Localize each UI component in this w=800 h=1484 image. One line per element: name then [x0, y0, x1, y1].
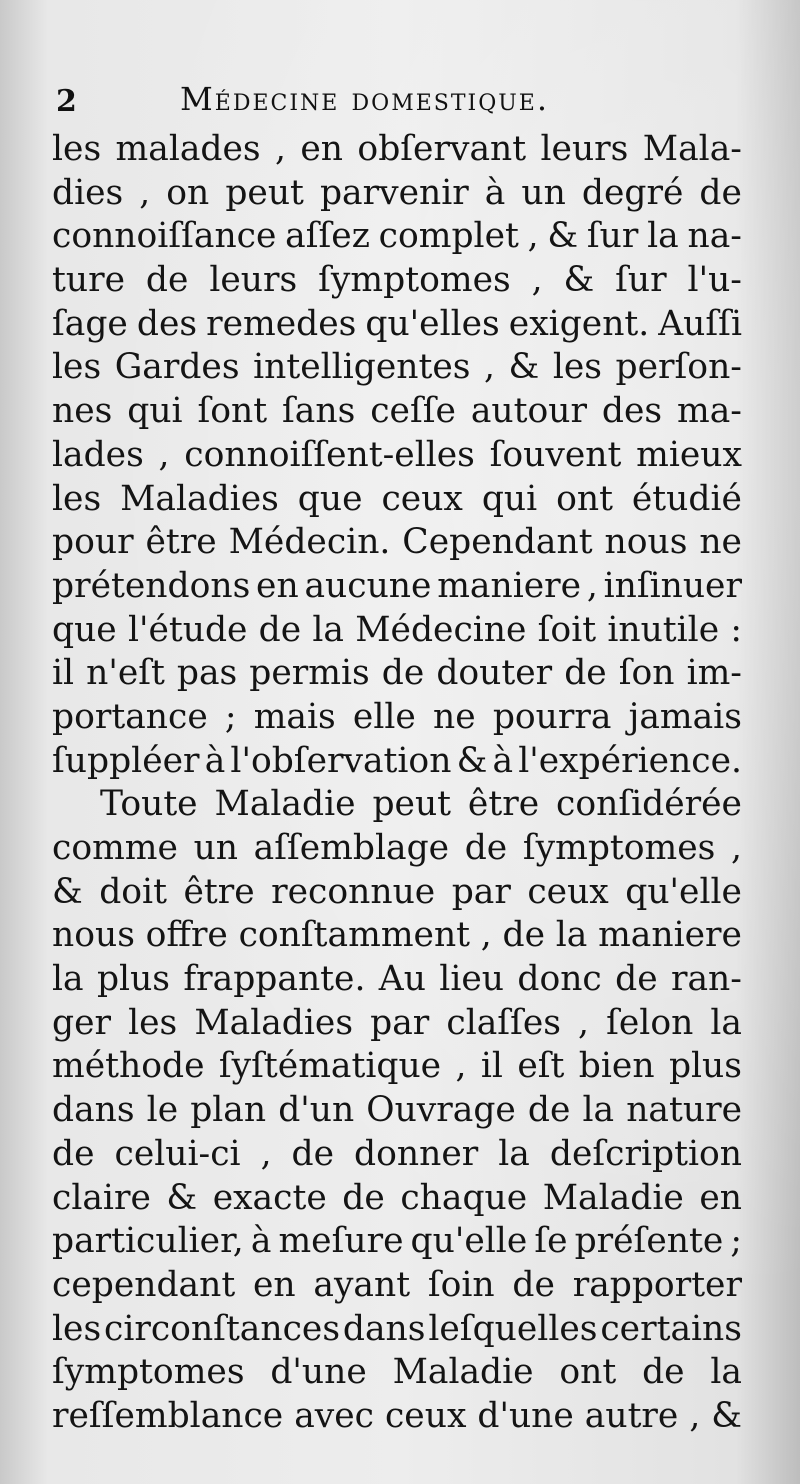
word: Auſſi: [658, 303, 742, 344]
word: ſelon: [606, 1002, 694, 1043]
word: offre: [145, 915, 228, 956]
word: ,: [527, 216, 539, 257]
page-number: 2: [56, 84, 77, 119]
word: ture: [52, 260, 125, 301]
word: par: [451, 871, 511, 912]
word: de: [502, 915, 545, 956]
word: ſans: [282, 391, 356, 432]
text-line: [52, 215, 742, 259]
word: les: [52, 129, 102, 169]
text-line: [52, 783, 742, 827]
text-line: [52, 1089, 742, 1133]
word: donc: [517, 959, 602, 1000]
word: rapporter: [572, 1264, 742, 1305]
word: d'une: [477, 1395, 574, 1436]
word: ,: [480, 915, 492, 956]
text-line: [52, 128, 742, 172]
word: lades: [52, 434, 144, 475]
word: dans: [52, 1090, 135, 1131]
word: pas: [176, 653, 238, 694]
word: de: [145, 260, 189, 301]
word: permis: [249, 653, 370, 694]
word: &: [166, 1177, 198, 1218]
body-text: [52, 128, 742, 1439]
word: peut: [372, 784, 452, 825]
word: la: [710, 1352, 742, 1393]
word: la: [555, 915, 588, 956]
word: dans: [342, 1308, 426, 1349]
word: de: [615, 959, 658, 1000]
text-line: [52, 740, 742, 784]
text-line: [52, 827, 742, 871]
text-line: [52, 346, 742, 390]
word: ,: [586, 565, 598, 606]
word: jamais: [628, 696, 742, 737]
word: comme: [52, 828, 178, 868]
word: être: [467, 784, 540, 825]
word: ,: [731, 828, 742, 868]
word: conſtamment: [238, 915, 471, 956]
word: perſon-: [615, 347, 742, 388]
word: Médecine: [355, 609, 527, 650]
word: l'étude: [127, 609, 248, 650]
word: à: [484, 172, 506, 213]
word: leurs: [209, 260, 298, 301]
word: claire: [52, 1177, 151, 1218]
word: inutile: [607, 609, 720, 650]
word: &: [508, 347, 540, 388]
word: ,: [531, 260, 543, 301]
word: Cependant: [402, 522, 593, 563]
word: ſouvent: [489, 434, 622, 475]
word: les: [128, 1002, 178, 1043]
word: qu'elle: [625, 871, 742, 912]
word: ger: [52, 1002, 111, 1043]
word: Médecin.: [228, 522, 391, 563]
word: qu'elle: [410, 1221, 528, 1262]
text-line: [52, 1220, 742, 1264]
word: inſinuer: [603, 565, 742, 606]
word: meſure: [278, 1221, 404, 1262]
word: intelligentes: [253, 347, 471, 388]
word: aſſemblage: [253, 828, 450, 868]
word: deſcription: [549, 1133, 742, 1174]
word: &: [563, 260, 595, 301]
word: prétendons: [52, 565, 251, 606]
word: pour: [52, 522, 134, 563]
word: la: [647, 216, 679, 257]
word: ſoit: [537, 609, 597, 650]
word: im-: [686, 653, 742, 694]
word: ſyſtématique: [218, 1046, 442, 1087]
word: reconnue: [271, 871, 436, 912]
word: degré: [581, 172, 684, 213]
word: ſur: [586, 216, 639, 257]
word: de: [527, 1090, 571, 1131]
word: dies: [52, 172, 124, 213]
word: des: [136, 303, 198, 344]
word: nes: [52, 391, 113, 432]
word: à: [250, 1221, 272, 1262]
text-line: [52, 303, 742, 347]
word: leſquelles: [428, 1308, 598, 1349]
word: de: [52, 1133, 95, 1174]
word: celui-ci: [114, 1133, 241, 1174]
text-line: [52, 1308, 742, 1352]
word: de: [564, 653, 607, 694]
word: malades: [115, 129, 261, 169]
word: circonſtances: [104, 1308, 341, 1349]
word: connoiſſent-elles: [184, 434, 475, 475]
word: maniere: [437, 565, 582, 606]
word: &: [456, 740, 488, 781]
text-line: [52, 172, 742, 216]
word: ,: [139, 172, 151, 213]
word: méthode: [52, 1046, 205, 1087]
word: ceux: [384, 1395, 467, 1436]
word: portance: [52, 696, 208, 737]
word: ſage: [52, 303, 128, 344]
word: :: [730, 609, 742, 650]
word: Gardes: [114, 347, 240, 388]
word: ſe: [534, 1221, 568, 1262]
word: obſervant: [357, 129, 527, 169]
word: Maladies: [194, 1002, 354, 1043]
word: les: [52, 478, 102, 519]
word: claſſes: [446, 1002, 561, 1043]
word: ont: [559, 1352, 617, 1393]
word: la: [710, 1002, 742, 1043]
word: ceux: [381, 478, 463, 519]
word: &: [711, 1395, 742, 1436]
word: plus: [96, 959, 171, 1000]
text-line: [52, 652, 742, 696]
word: ayant: [313, 1264, 411, 1305]
word: en: [699, 1177, 742, 1218]
word: les: [52, 347, 102, 388]
word: en: [256, 565, 299, 606]
word: autour: [470, 391, 587, 432]
word: plan: [190, 1090, 267, 1131]
word: en: [252, 1264, 296, 1305]
page-header: [56, 80, 756, 130]
word: pourra: [492, 696, 612, 737]
word: ,: [484, 347, 495, 388]
word: de: [258, 609, 302, 650]
word: ſymptomes: [318, 260, 511, 301]
word: que: [297, 478, 363, 519]
word: la: [582, 1090, 615, 1131]
word: on: [166, 172, 210, 213]
word: les: [52, 1308, 102, 1349]
text-line: [52, 1395, 742, 1439]
word: préſente: [574, 1221, 724, 1262]
word: il: [52, 653, 75, 694]
text-line: [52, 259, 742, 303]
word: remedes: [206, 303, 357, 344]
word: ſuppléer: [52, 740, 200, 781]
word: autre: [584, 1395, 679, 1436]
word: chaque: [400, 1177, 528, 1218]
word: Au: [378, 959, 426, 1000]
word: ſymptomes: [522, 828, 716, 868]
text-line: [52, 609, 742, 653]
word: ,: [158, 434, 170, 475]
word: douter: [436, 653, 553, 694]
word: ne: [699, 522, 742, 563]
word: Maladies: [120, 478, 279, 519]
word: &: [547, 216, 579, 257]
word: nature: [626, 1090, 742, 1131]
word: être: [183, 871, 255, 912]
word: par: [370, 1002, 430, 1043]
word: n'eſt: [86, 653, 165, 694]
word: Maladie: [214, 784, 356, 825]
word: ſymptomes: [52, 1352, 245, 1393]
word: le: [146, 1090, 179, 1131]
word: maniere: [598, 915, 742, 956]
word: de: [381, 653, 425, 694]
word: ſon: [618, 653, 675, 694]
word: de: [699, 172, 742, 213]
word: un: [521, 172, 566, 213]
word: nous: [604, 522, 688, 563]
word: de: [512, 1264, 555, 1305]
word: elle: [352, 696, 416, 737]
word: cependant: [52, 1264, 236, 1305]
word: mieux: [636, 434, 742, 475]
text-line: [52, 1177, 742, 1221]
word: en: [300, 129, 344, 169]
word: étudié: [631, 478, 742, 519]
word: Mala-: [642, 129, 742, 169]
word: l'expérience.: [518, 740, 742, 781]
word: peut: [225, 172, 304, 213]
word: de: [642, 1352, 685, 1393]
word: que: [52, 609, 117, 650]
text-line: [52, 1133, 742, 1177]
word: connoiſſance: [52, 216, 277, 257]
word: des: [601, 391, 663, 432]
word: à: [492, 740, 514, 781]
word: reſſemblance: [52, 1395, 284, 1436]
word: ;: [730, 1221, 742, 1262]
text-line: [52, 521, 742, 565]
word: de: [291, 1133, 335, 1174]
word: plus: [668, 1046, 742, 1087]
word: exigent.: [508, 303, 650, 344]
word: bien: [578, 1046, 655, 1087]
word: leurs: [540, 129, 629, 169]
word: qu'elles: [365, 303, 500, 344]
text-line: [52, 390, 742, 434]
text-line: [52, 1002, 742, 1046]
word: être: [145, 522, 217, 563]
word: les: [552, 347, 602, 388]
word: aucune: [304, 565, 432, 606]
word: d'une: [270, 1352, 367, 1393]
word: frappante.: [183, 959, 366, 1000]
word: à: [204, 740, 226, 781]
text-line: [52, 914, 742, 958]
text-line: [52, 434, 742, 478]
word: ſur: [615, 260, 667, 301]
word: doit: [99, 871, 167, 912]
word: na-: [687, 216, 742, 257]
word: eſt: [517, 1046, 565, 1087]
text-line: [52, 565, 742, 609]
word: ceſſe: [370, 391, 456, 432]
word: particulier,: [52, 1221, 244, 1262]
word: l'obſervation: [230, 740, 452, 781]
word: Toute: [100, 784, 198, 825]
word: mais: [253, 696, 336, 737]
word: certains: [600, 1308, 742, 1349]
word: qui: [481, 478, 538, 519]
running-head: Médecine domestique.: [180, 80, 550, 118]
word: &: [52, 871, 83, 912]
word: lieu: [439, 959, 504, 1000]
word: ma-: [676, 391, 742, 432]
word: ,: [455, 1046, 467, 1087]
word: d'un: [278, 1090, 355, 1131]
text-line: [52, 1351, 742, 1395]
word: de: [464, 828, 508, 868]
word: ,: [260, 1133, 272, 1174]
word: avec: [294, 1395, 375, 1436]
word: ,: [689, 1395, 701, 1436]
word: complet: [378, 216, 519, 257]
word: ont: [556, 478, 613, 519]
word: qui: [127, 391, 183, 432]
word: de: [342, 1177, 385, 1218]
word: parvenir: [319, 172, 469, 213]
word: ne: [433, 696, 476, 737]
word: il: [480, 1046, 503, 1087]
word: nous: [52, 915, 135, 956]
word: l'u-: [687, 260, 742, 301]
word: ſoin: [427, 1264, 495, 1305]
word: la: [52, 959, 84, 1000]
word: aſſez: [285, 216, 370, 257]
word: ceux: [527, 871, 609, 912]
word: conſidérée: [556, 784, 742, 825]
text-line: [52, 871, 742, 915]
text-line: [52, 1045, 742, 1089]
text-line: [52, 696, 742, 740]
word: Ouvrage: [366, 1090, 516, 1131]
word: la: [498, 1133, 530, 1174]
text-line: [52, 1264, 742, 1308]
text-line: [52, 478, 742, 522]
word: donner: [354, 1133, 479, 1174]
word: ,: [578, 1002, 590, 1043]
text-line: [52, 958, 742, 1002]
word: ran-: [671, 959, 742, 1000]
word: un: [193, 828, 239, 868]
word: la: [312, 609, 344, 650]
word: ,: [275, 129, 286, 169]
word: ſont: [197, 391, 268, 432]
word: Maladie: [542, 1177, 684, 1218]
word: ;: [224, 696, 237, 737]
word: Maladie: [392, 1352, 534, 1393]
word: exacte: [212, 1177, 327, 1218]
